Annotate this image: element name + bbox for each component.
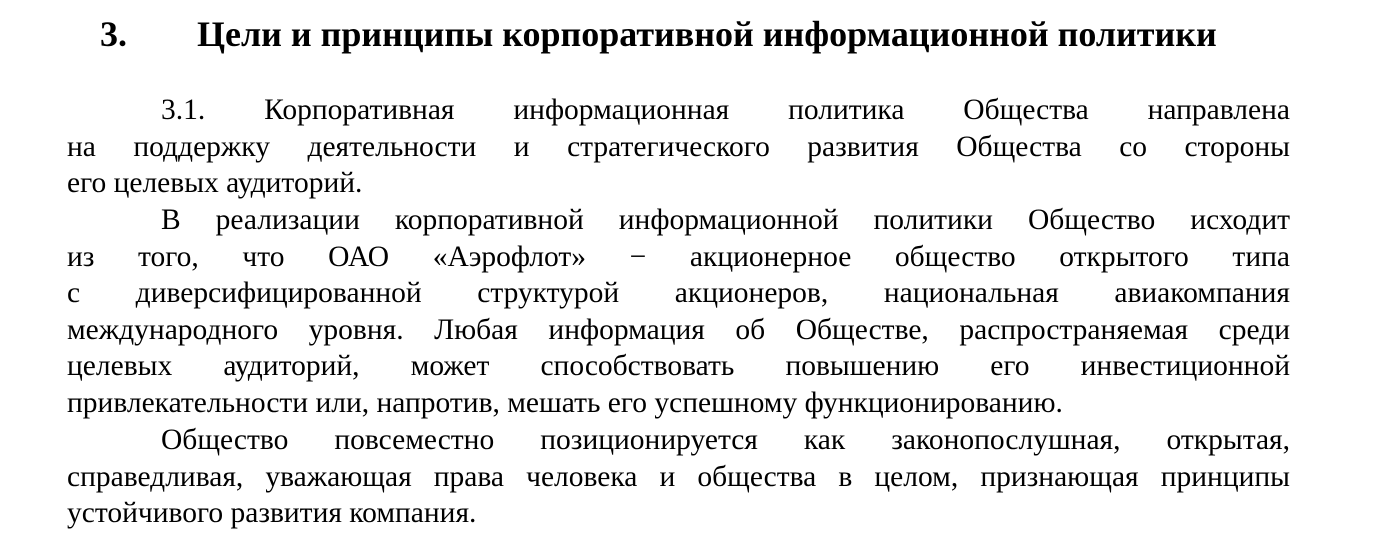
paragraph-line: из того, что ОАО «Аэрофлот» − акционерное общество открытого типа [67, 240, 1290, 273]
paragraph-line: 3.1. Корпоративная информационная политика Общества направлена [161, 94, 1290, 126]
paragraph-line: международного уровня. Любая информация об Обществе, распространяемая среди [67, 313, 1290, 346]
paragraph-line: справедливая, уважающая права человека и общества в целом, признающая принципы [67, 460, 1290, 493]
paragraph-line: Общество повсеместно позиционируется как законопослушная, открытая, [161, 424, 1290, 456]
paragraph-3-1 [67, 92, 1290, 202]
section-heading [100, 8, 1300, 60]
section-number: 3. [100, 14, 127, 54]
paragraph-line: его целевых аудиторий. [67, 167, 363, 200]
paragraph-line: целевых аудиторий, может способствовать повышению его инвестиционной [67, 350, 1290, 383]
paragraph-positioning [67, 422, 1290, 532]
paragraph-line: с диверсифицированной структурой акционеров, национальная авиакомпания [67, 277, 1290, 310]
paragraph-line: устойчивого развития компания. [67, 497, 477, 530]
paragraph-implementation [67, 202, 1290, 422]
paragraph-line: В реализации корпоративной информационной политики Общество исходит [161, 204, 1290, 236]
paragraph-line: привлекательности или, напротив, мешать его успешному функционированию. [67, 386, 1063, 419]
section-title: Цели и принципы корпоративной информационной политики [197, 14, 1217, 54]
paragraph-line: на поддержку деятельности и стратегического развития Общества со стороны [67, 130, 1290, 163]
